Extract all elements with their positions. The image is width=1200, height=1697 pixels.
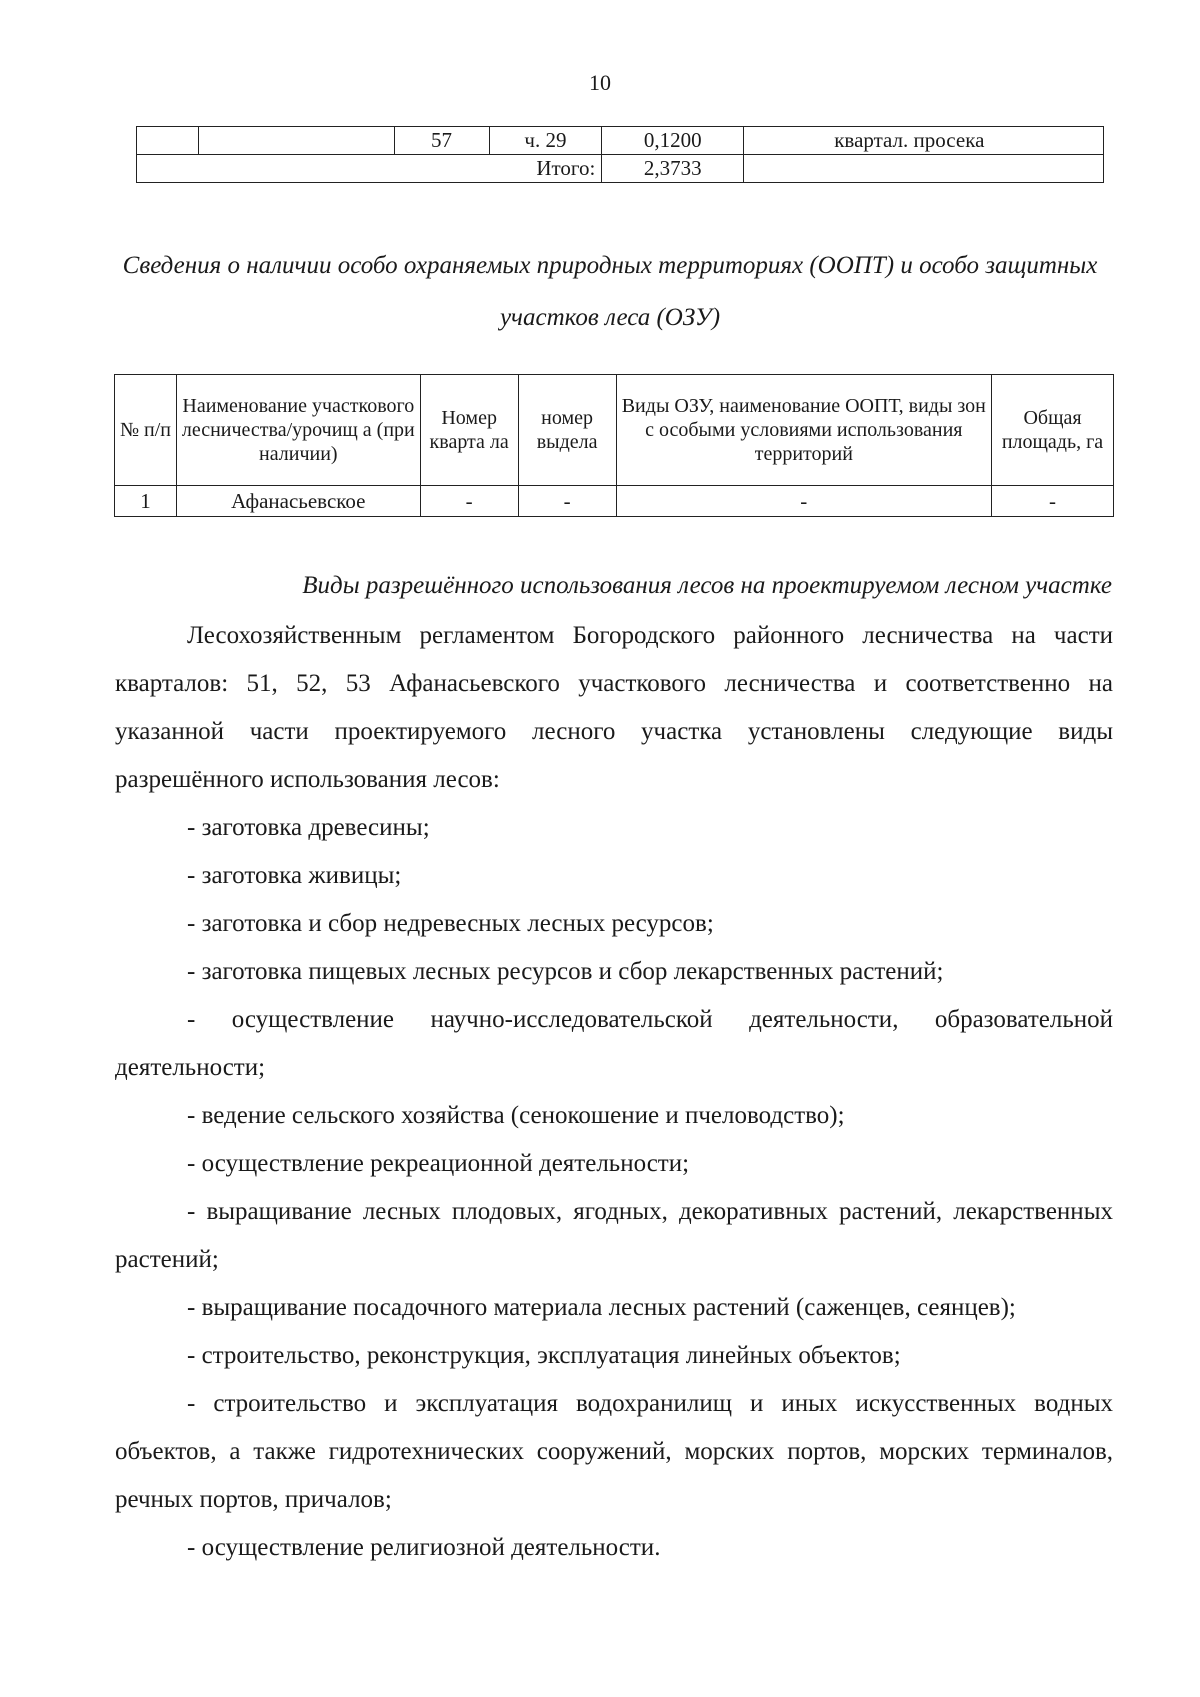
page-number: 10	[589, 70, 611, 95]
table-cell: -	[518, 486, 616, 517]
column-header: № п/п	[115, 375, 177, 486]
table-total-row	[137, 155, 1104, 183]
table-header-row	[115, 375, 1114, 486]
total-value: 2,3733	[602, 155, 744, 183]
column-header: Общая площадь, га	[992, 375, 1114, 486]
list-item: - осуществление рекреационной деятельности;	[187, 1150, 690, 1177]
table-row	[115, 486, 1114, 517]
oopt-table	[114, 374, 1114, 517]
list-item: - строительство, реконструкция, эксплуатация линейных объектов;	[187, 1342, 901, 1369]
body-text	[115, 612, 1113, 1572]
table-cell: -	[420, 486, 518, 517]
column-header: Виды ОЗУ, наименование ООПТ, виды зон с особыми условиями использования территорий	[616, 375, 991, 486]
total-note	[744, 155, 1104, 183]
list-item: - ведение сельского хозяйства (сенокошение и пчеловодство);	[187, 1102, 845, 1129]
table-cell: квартал. просека	[744, 127, 1104, 155]
table-cell: 1	[115, 486, 177, 517]
area-table	[136, 126, 1104, 183]
list-item: - строительство и эксплуатация водохранилищ и иных искусственных водных объектов, а также гидротехнических сооружений, морских портов, морских терминалов, речных портов, причалов;	[115, 1390, 1113, 1513]
column-header: Наименование участкового лесничества/урочищ а (при наличии)	[176, 375, 420, 486]
column-header: Номер кварта ла	[420, 375, 518, 486]
table-row	[137, 127, 1104, 155]
table-cell: Афанасьевское	[176, 486, 420, 517]
paragraph: Лесохозяйственным регламентом Богородского районного лесничества на части кварталов: 51, 52, 53 Афанасьевского участкового лесничества и соответственно на указанной части проектируемого лесного участка установлены следующие виды разрешённого использования лесов:	[115, 622, 1113, 793]
list-item: - заготовка живицы;	[187, 862, 402, 889]
table-cell: -	[616, 486, 991, 517]
section-heading-oopt: Сведения о наличии особо охраняемых природных территориях (ООПТ) и особо защитных участков леса (ОЗУ)	[122, 252, 1098, 331]
list-item: - заготовка и сбор недревесных лесных ресурсов;	[187, 910, 714, 937]
list-item: - осуществление религиозной деятельности.	[187, 1534, 661, 1561]
section-heading-usage: Виды разрешённого использования лесов на проектируемом лесном участке	[302, 572, 1112, 599]
table-cell	[198, 127, 394, 155]
list-item: - осуществление научно-исследовательской деятельности, образовательной деятельности;	[115, 1006, 1113, 1081]
table-cell: ч. 29	[489, 127, 602, 155]
table-cell: 0,1200	[602, 127, 744, 155]
table-cell: 57	[394, 127, 489, 155]
list-item: - заготовка древесины;	[187, 814, 430, 841]
table-cell: -	[992, 486, 1114, 517]
list-item: - заготовка пищевых лесных ресурсов и сбор лекарственных растений;	[187, 958, 944, 985]
list-item: - выращивание посадочного материала лесных растений (саженцев, сеянцев);	[187, 1294, 1016, 1321]
table-cell	[137, 127, 199, 155]
total-label: Итого:	[137, 155, 602, 183]
list-item: - выращивание лесных плодовых, ягодных, декоративных растений, лекарственных растений;	[115, 1198, 1113, 1273]
column-header: номер выдела	[518, 375, 616, 486]
